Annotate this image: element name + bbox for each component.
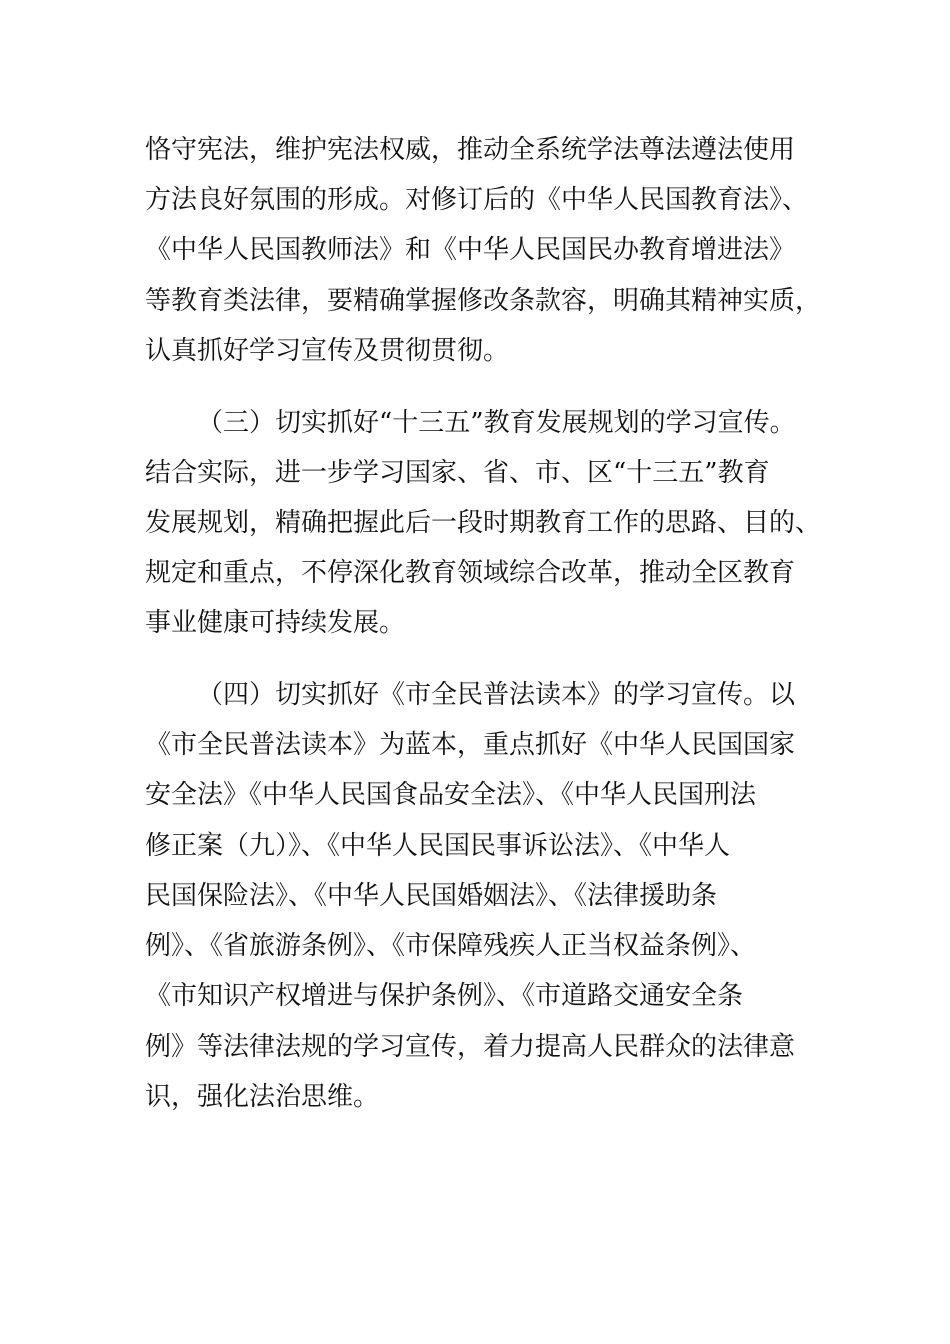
text-line: 方法良好氛围的形成。对修订后的《中华人民国教育法》、: [145, 185, 809, 215]
section-heading: （三）切实抓好“十三五”教育发展规划的学习宣传。: [197, 408, 796, 438]
text-line: 发展规划，精确把握此后一段时期教育工作的思路、目的、: [145, 508, 822, 538]
text-line: 规定和重点，不停深化教育领域综合改革，推动全区教育: [145, 558, 796, 588]
text-line: 《市全民普法读本》为蓝本，重点抓好《中华人民国国家: [145, 730, 796, 760]
text-line: 修正案（九）》、《中华人民国民事诉讼法》、《中华人: [145, 831, 731, 861]
text-line: 等教育类法律，要精确掌握修改条款容，明确其精神实质，: [145, 286, 822, 316]
text-line: 认真抓好学习宣传及贯彻贯彻。: [145, 336, 510, 366]
text-line: 安全法》《中华人民国食品安全法》、《中华人民国刑法: [145, 780, 757, 810]
text-line: 恪守宪法，维护宪法权威，推动全系统学法尊法遵法使用: [145, 135, 796, 165]
text-line: 《市知识产权增进与保护条例》、《市道路交通安全条: [145, 981, 744, 1011]
text-line: 识，强化法治思维。: [145, 1082, 380, 1112]
text-line: 例》等法律法规的学习宣传，着力提高人民群众的法律意: [145, 1032, 796, 1062]
text-line: 例》、《省旅游条例》、《市保障残疾人正当权益条例》、: [145, 931, 757, 961]
text-line: 结合实际，进一步学习国家、省、市、区“十三五”教育: [145, 458, 770, 488]
text-line: 事业健康可持续发展。: [145, 608, 406, 638]
text-line: 民国保险法》、《中华人民国婚姻法》、《法律援助条: [145, 881, 718, 911]
section-heading: （四）切实抓好《市全民普法读本》的学习宣传。以: [197, 680, 796, 710]
text-line: 《中华人民国教师法》和《中华人民国民办教育增进法》: [145, 235, 796, 265]
